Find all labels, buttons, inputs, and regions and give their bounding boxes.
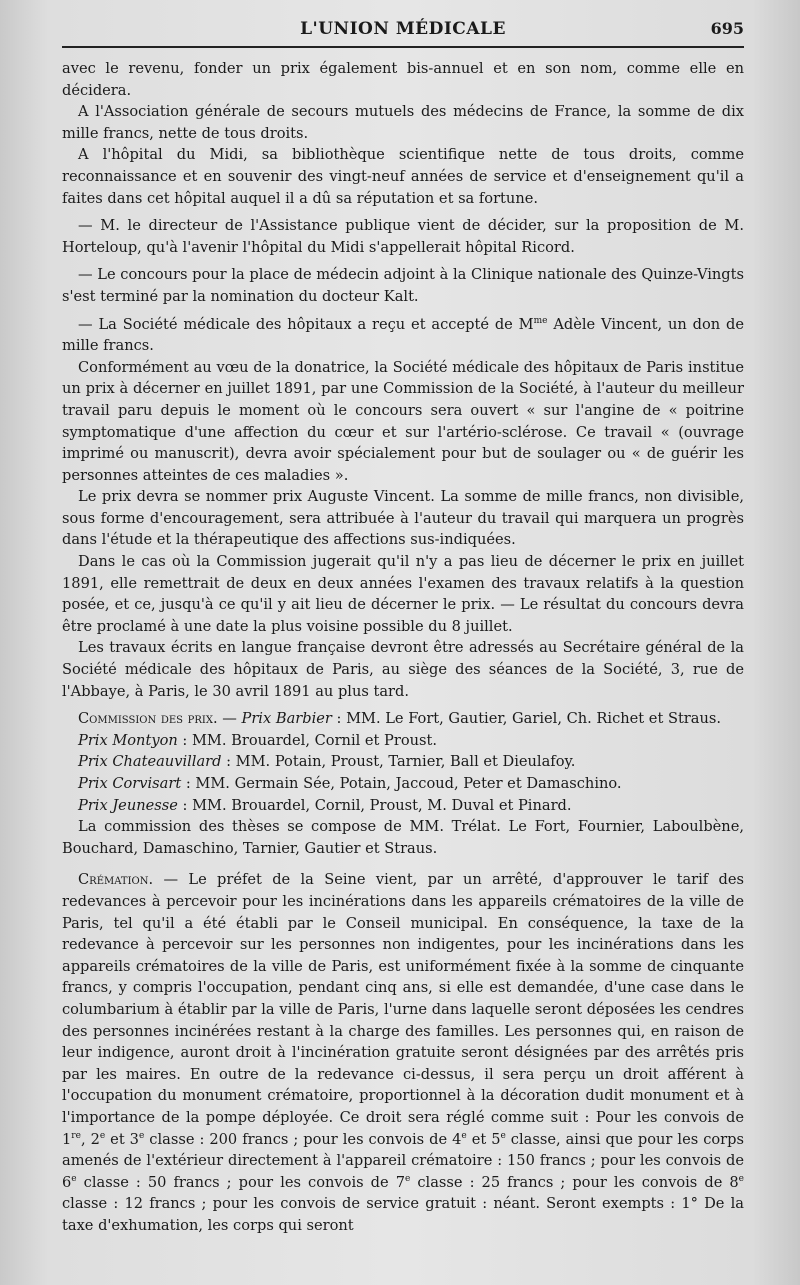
prize-jeunesse-members: : MM. Brouardel, Cornil, Proust, M. Duval et Pinard. bbox=[177, 796, 572, 814]
header-rule bbox=[62, 46, 744, 48]
paragraph-quinze-vingts: — Le concours pour la place de médecin adjoint à la Clinique nationale des Quinze-Vingts s'est terminé par la nomination du docteur Kalt. bbox=[62, 266, 744, 305]
cremation-text-5: et 5 bbox=[466, 1130, 501, 1148]
page-number: 695 bbox=[710, 19, 744, 38]
cremation-text-4: classe : 200 francs ; pour les convois de 4 bbox=[144, 1130, 462, 1148]
cremation-label: Crémation. bbox=[78, 871, 154, 889]
prize-montyon bbox=[62, 730, 744, 752]
prize-chateauvillard-members: : MM. Potain, Proust, Tarnier, Ball et Dieulafoy. bbox=[221, 753, 576, 771]
paragraph-vincent-donation bbox=[62, 314, 744, 357]
prize-corvisart bbox=[62, 773, 744, 795]
cremation-text-2: , 2 bbox=[80, 1130, 100, 1148]
prize-barbier-members: : MM. Le Fort, Gautier, Gariel, Ch. Richet et Straus. bbox=[331, 710, 722, 728]
donation-superscript: me bbox=[533, 315, 548, 326]
cremation-sup-4: e bbox=[461, 1130, 467, 1141]
donation-text-end: Adèle Vincent, un don de mille francs. bbox=[62, 315, 744, 355]
paragraph-prize-institution: Conformément au vœu de la donatrice, la Société médicale des hôpitaux de Paris institue un prix à décerner en juillet 1891, par une Commission de la Société, à l'auteur du meilleur travail paru depuis le moment où le concours sera ouvert « sur l'angine de « poitrine symptomatique d'une affection du cœur et sur l'artério-sclérose. Ce travail « (ouvrage imprimé ou manuscrit), devra avoir spécialement pour but de soulager ou « de guérir les personnes atteintes de ces maladies ». bbox=[62, 358, 744, 484]
donation-text-start: — La Société médicale des hôpitaux a reçu et accepté de M bbox=[78, 315, 534, 333]
prize-barbier-name: Prix Barbier bbox=[241, 710, 332, 728]
page-header bbox=[62, 14, 744, 44]
cremation-text-3: et 3 bbox=[105, 1130, 139, 1148]
article-body bbox=[62, 58, 744, 1236]
cremation-sup-7: e bbox=[404, 1173, 411, 1184]
prize-corvisart-members: : MM. Germain Sée, Potain, Jaccoud, Peter et Damaschino. bbox=[181, 775, 622, 792]
cremation-text-9: classe : 12 francs ; pour les convois de service gratuit : néant. Seront exempts : 1° De la taxe d'exhumation, les corps qui seront bbox=[62, 1195, 744, 1234]
prize-jeunesse bbox=[62, 795, 744, 817]
cremation-sup-6: e bbox=[71, 1173, 77, 1184]
cremation-text-8: classe : 25 francs ; pour les convois de 8 bbox=[410, 1173, 739, 1191]
cremation-text-1: — Le préfet de la Seine vient, par un arrêté, d'approuver le tarif des redevances à percevoir pour les incinérations dans les appareils crématoires de la ville de Paris, tel qu'il a été établi par le Conseil municipal. En conséquence, la taxe de la redevance à percevoir sur les personnes non indigentes, pour les incinérations dans les appareils crématoires de la ville de Paris, est uniformément fixée à la somme de cinquante francs, y compris l'occupation, pendant cinq ans, si elle est demandée, d'une case dans le columbarium à établir par la ville de Paris, l'urne dans laquelle seront déposées les cendres des personnes incinérées restant à la charge des familles. Les personnes qui, en raison de leur indigence, auront droit à l'incinération gratuite seront désignées par des arrêtés pris par les maires. En outre de la redevance ci-dessus, il sera perçu un droit afférent à l'occupation du monument crématoire, proportionnel à la décoration dudit monument et à l'importance de la pompe déployée. Ce droit sera réglé comme suit : Pour les convois de 1 bbox=[62, 871, 744, 1148]
paragraph-submission: Les travaux écrits en langue française devront être adressés au Secrétaire général de la Société médicale des hôpitaux de Paris, au siège des séances de la Société, 3, rue de l'Abbaye, à Paris, le 30 avril 1891 au plus tard. bbox=[62, 639, 744, 700]
cremation-sup-3: e bbox=[138, 1130, 145, 1141]
cremation-sup-5: e bbox=[500, 1130, 506, 1141]
paragraph-theses-commission: La commission des thèses se compose de MM. Trélat. Le Fort, Fournier, Laboulbène, Bouchard, Damaschino, Tarnier, Gautier et Straus. bbox=[62, 818, 744, 857]
paragraph-bequest-prize: avec le revenu, fonder un prix également bis-annuel et en son nom, comme elle en décidera. bbox=[62, 60, 744, 99]
paragraph-cremation bbox=[62, 869, 744, 1236]
paragraph-hopital-midi: A l'hôpital du Midi, sa bibliothèque scientifique nette de tous droits, comme reconnaissance et en souvenir des vingt-neuf années de service et d'enseignement qu'il a faites dans cet hôpital auquel il a dû sa réputation et sa fortune. bbox=[62, 146, 744, 207]
prize-montyon-name: Prix Montyon bbox=[78, 731, 178, 749]
cremation-sup-2: e bbox=[99, 1130, 106, 1141]
paragraph-association: A l'Association générale de secours mutuels des médecins de France, la somme de dix mille francs, nette de tous droits. bbox=[62, 103, 744, 142]
commission-label: Commission des prix. bbox=[78, 710, 218, 728]
prize-corvisart-name: Prix Corvisart bbox=[78, 775, 182, 792]
cremation-text-6: classe, ainsi que pour les corps amenés de l'extérieur directement à l'appareil crématoire : 150 francs ; pour les convois de 6 bbox=[62, 1130, 744, 1191]
prize-barbier: Commission des prix. — Prix Barbier : MM. Le Fort, Gautier, Gariel, Ch. Richet et Straus. bbox=[78, 710, 722, 728]
cremation-text-7: classe : 50 francs ; pour les convois de 7 bbox=[76, 1173, 405, 1191]
paragraph-prize-name: Le prix devra se nommer prix Auguste Vincent. La somme de mille francs, non divisible, sous forme d'encouragement, sera attribuée à l'auteur du travail qui marquera un progrès dans l'étude et la thérapeutique des affections sus-indiquées. bbox=[62, 488, 744, 549]
paragraph-hopital-ricord: — M. le directeur de l'Assistance publique vient de décider, sur la proposition de M. Horteloup, qu'à l'avenir l'hôpital du Midi s'appellerait hôpital Ricord. bbox=[62, 217, 744, 256]
running-title: L'UNION MÉDICALE bbox=[300, 19, 506, 39]
cremation-sup-1: re bbox=[71, 1130, 81, 1141]
cremation-sup-8: e bbox=[738, 1173, 744, 1184]
prize-montyon-members: : MM. Brouardel, Cornil et Proust. bbox=[177, 731, 438, 749]
prize-jeunesse-name: Prix Jeunesse bbox=[78, 796, 178, 814]
paragraph-prize-deferral: Dans le cas où la Commission jugerait qu'il n'y a pas lieu de décerner le prix en juillet 1891, elle remettrait de deux en deux années l'examen des travaux relatifs à la question posée, et ce, jusqu'à ce qu'il y ait lieu de décerner le prix. — Le résultat du concours devra être proclamé à une date la plus voisine possible du 8 juillet. bbox=[62, 553, 744, 635]
prize-chateauvillard bbox=[62, 751, 744, 773]
prize-chateauvillard-name: Prix Chateauvillard bbox=[78, 753, 222, 771]
